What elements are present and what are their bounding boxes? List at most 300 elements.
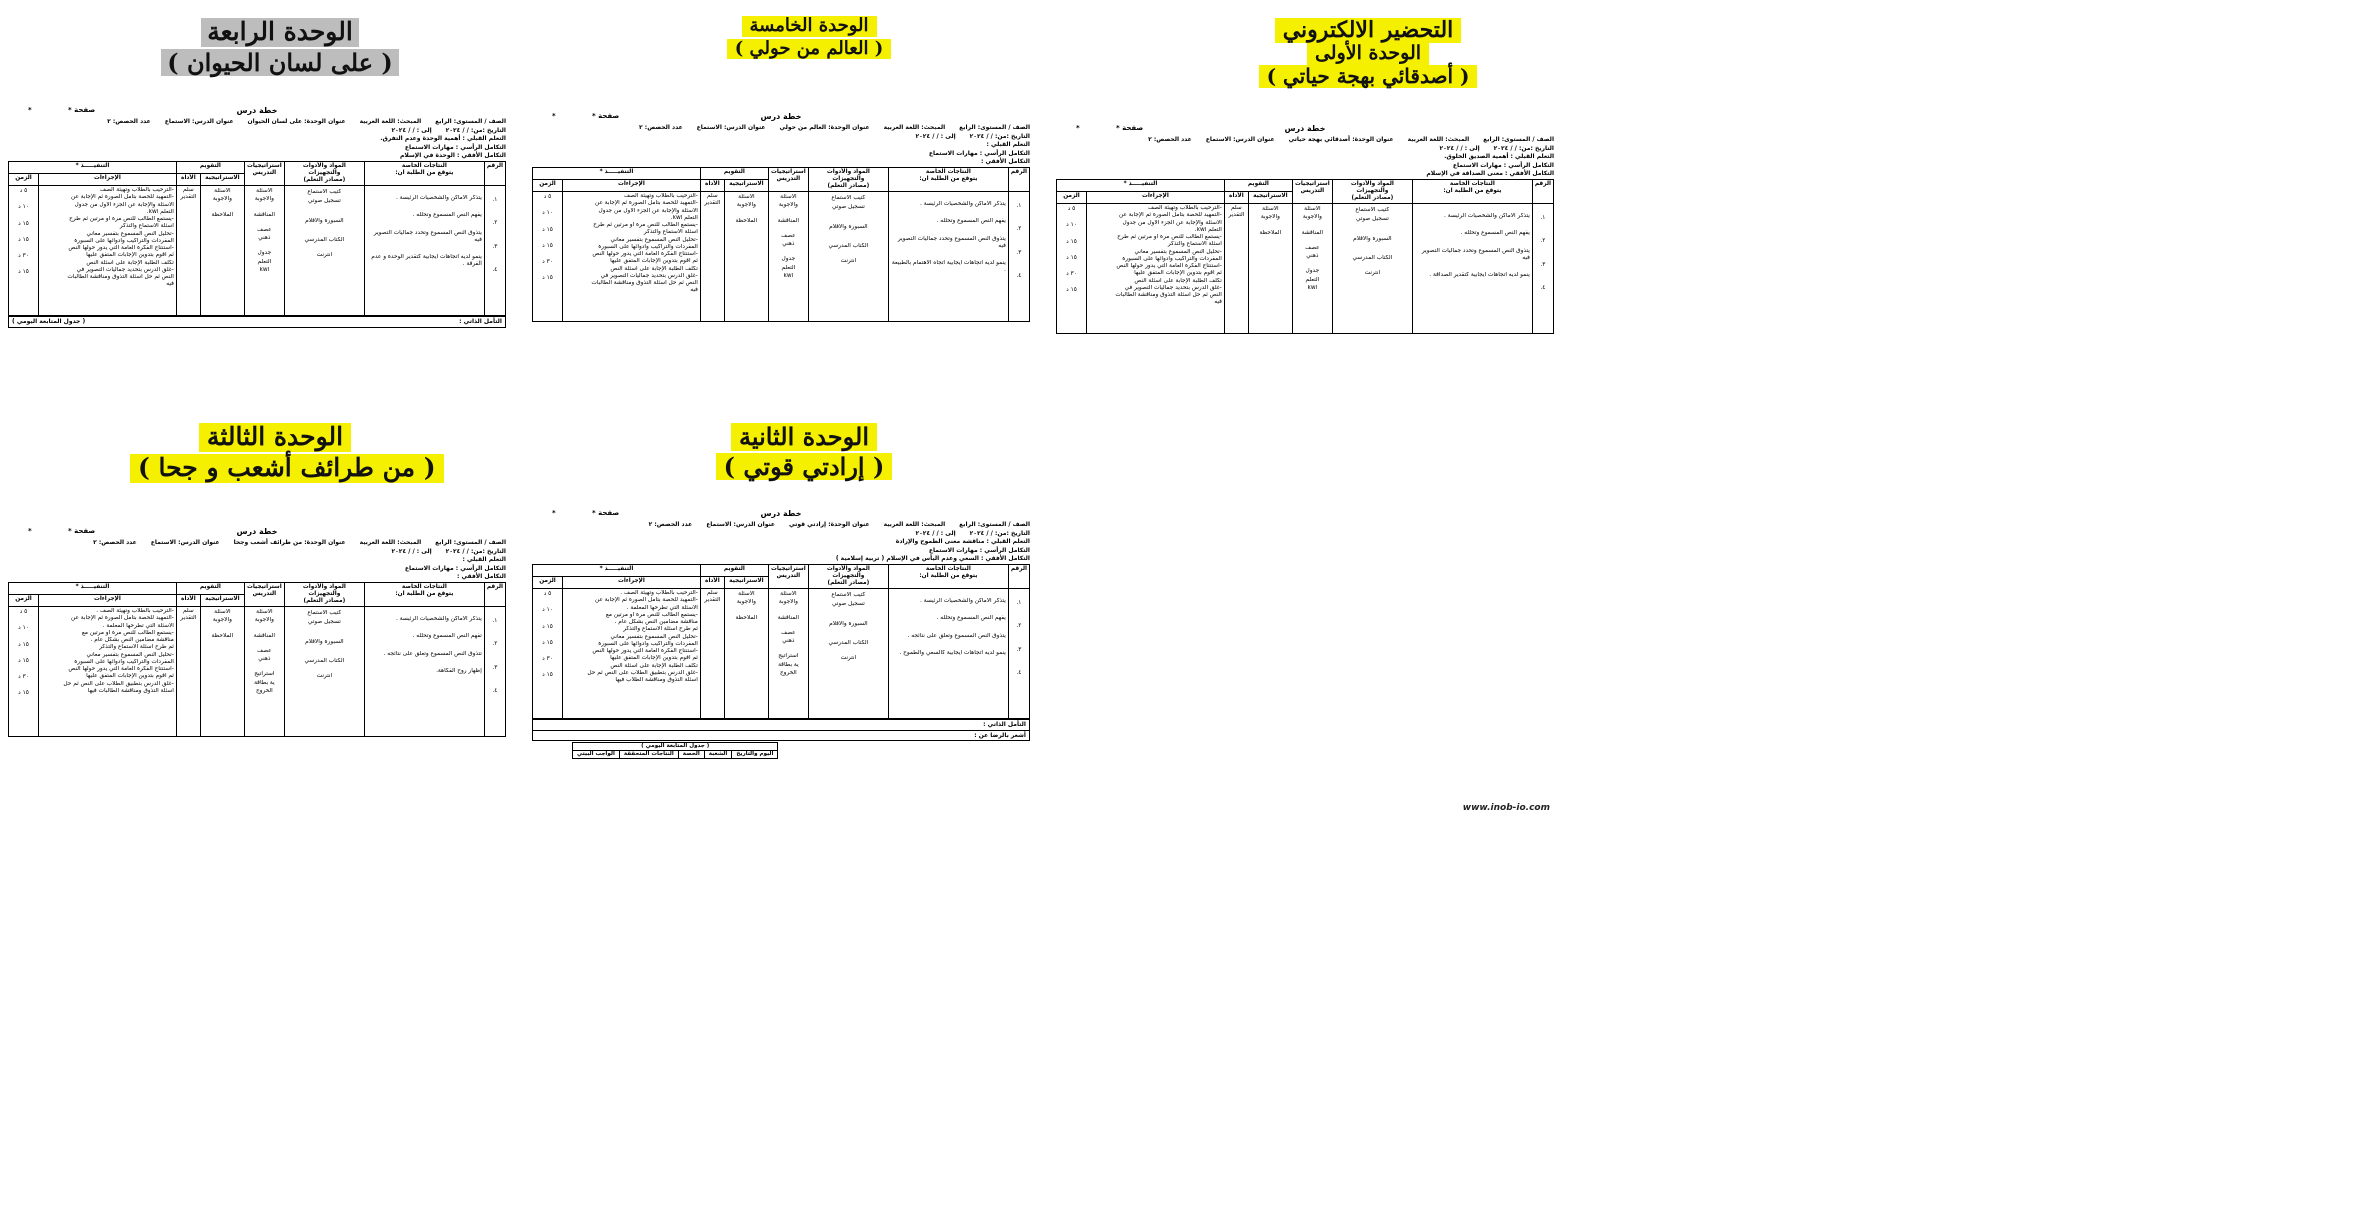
strategy-item: ية بطاقة [254,679,275,686]
cell-eval-tool [700,589,724,719]
header-materials-sub: (مصادر التعلم) [827,579,870,586]
header-eval-tool-text: الأداة [1229,192,1244,199]
procedure-line: -التمهيد للحصة بتأمل الصورة ثم الإجابة عن [1119,212,1222,219]
procedure-line: -التمهيد للحصة بتأمل الصورة ثم الإجابة عن [71,194,174,201]
self-reflection-label: التأمل الذاتي : [459,318,502,326]
header-execution-text: التنفيـــــذ * [75,583,110,590]
info-row-course [8,118,506,126]
header-strategies-text: استراتيجيات التدريس [771,565,806,579]
strategy-item: الأسئلة [780,194,797,201]
header-outcomes-text: النتاجات الخاصة [925,565,971,572]
page-number [68,106,95,115]
procedure-line: الأسئلة والإجابة عن الجزء الأول من جدول [1122,219,1222,226]
plan-table [8,161,506,317]
header-outcomes-sub: يتوقع من الطلبة ان: [919,175,978,182]
header-materials-text: المواد والأدوات والتجهيزات [1350,180,1394,194]
cell-strategies [768,589,808,719]
cell-strategies [244,186,284,316]
strategy-item: kwl [783,272,794,279]
plan-title-text: خطة درس [236,527,278,536]
procedure-line: النص ثم حل أسئلة التذوق ومناقشة الطالبات [1115,292,1222,299]
cell-procedures [563,192,701,322]
outcome-item: تتذوق النص المسموع وتعلق على نتائجه . [383,650,482,657]
time-value: ١٥ د [542,639,553,646]
header-materials-sub: (مصادر التعلم) [303,597,346,604]
procedure-line: -الترحيب بالطلاب وتهيئة الصف . [96,608,174,615]
time-value: ١٥ د [542,672,553,679]
material-item: الكتاب المدرسي [828,242,869,249]
page-number [1116,124,1143,133]
eval-tool-item: سلم [1231,205,1242,212]
time-value: ١٥ د [18,220,29,227]
lesson-plan-document [8,527,506,737]
header-evaluation-text: التقويم [199,162,221,169]
info-field: عنوان الدرس: الاستماع [164,118,234,125]
info-field: عنوان الدرس: الاستماع [1205,136,1275,143]
page-number [592,509,619,518]
cell-outcomes [888,589,1008,719]
info-field: عنوان الوحدة: من طرائف أشعب وجحا [233,539,346,546]
header-outcomes [888,167,1008,192]
time-value: ٣٠ د [542,656,553,663]
cell-materials [284,186,364,316]
daily-followup-label: ( جدول المتابعة اليومي ) [12,318,86,326]
cell-materials [808,589,888,719]
date-field: التاريخ :من: / / ٢٠٢٤ [445,547,506,555]
procedure-line: فيه [166,281,174,288]
outcome-number: ٣. [1016,646,1022,653]
time-value: ٥ د [19,609,28,616]
strategy-item: جدول [257,250,272,257]
banner-line-2: ( على لسان الحيوان ) [161,49,398,77]
date-field: التاريخ :من: / / ٢٠٢٤ [969,529,1030,537]
plan-table [532,564,1030,720]
plan-table [1056,179,1554,335]
info-row-date [532,133,1030,141]
plan-table-row [1057,204,1554,334]
material-item: كتيب الاستماع [307,189,342,196]
header-num-text: الرقم [1010,168,1027,175]
cell-materials [284,607,364,737]
procedure-line: ثم أقوم بتدوين الإجابات المتفق عليها [86,673,174,680]
banner-line-1: الوحدة الرابعة [201,18,359,47]
cell-num [484,186,505,316]
header-materials-text: المواد والأدوات والتجهيزات [302,162,346,176]
procedure-line: ثم أقوم بتدوين الإجابات المتفق عليها [1134,270,1222,277]
header-materials-text: المواد والأدوات والتجهيزات [826,565,870,579]
plan-table-row [533,192,1030,322]
outcome-item: يفهم النص المسموع وتحلله . [412,212,482,219]
eval-strategy-item: والأجوبة [736,599,756,606]
procedure-line: مناقشة مضامين النص بشكل عام . [614,619,698,626]
header-num-text: الرقم [1534,180,1551,187]
date-field: إلى : / / ٢٠٢٤ [391,126,432,134]
outcome-item: يفهم النص المسموع وتحلله . [1460,230,1530,237]
header-eval-strategy-text: الاستراتيجية [205,595,240,602]
horizontal-integration: التكامل الأفقي : الوحدة في الإسلام [399,152,506,159]
procedure-line: التعلم kwl. [670,214,698,221]
cell-outcomes [364,607,484,737]
banner-line-1: الوحدة الثانية [731,423,877,451]
material-item: انترنت [840,655,857,662]
procedure-line: المفردات والتراكيب وأدوائها على السبورة [74,658,174,665]
header-evaluation-text: التقويم [723,565,745,572]
satisfaction-note: أشعر بالرضا عن : [532,731,1030,742]
header-materials [284,582,364,607]
plan-title [8,106,506,116]
strategy-item: التعلم [781,264,796,271]
plan-table-header [9,161,506,173]
date-field: إلى : / / ٢٠٢٤ [391,547,432,555]
page-label: صفحة * [68,527,96,535]
page-star: * [552,509,556,517]
page-number [592,112,619,121]
page-star: * [552,112,556,120]
header-materials [1332,179,1412,204]
header-execution-text: التنفيـــــذ * [599,565,634,572]
header-procedures-text: الإجراءات [94,174,121,181]
material-item: السبورة والاقلام [1353,235,1392,242]
procedure-line: -غلق الدرس بتطبيق الطلاب على النص ثم حل [587,669,698,676]
procedure-line: أسئلة التذوق ومناقشة الطلاب فيها [615,677,698,684]
eval-strategy-item: الملاحظة [1259,229,1282,236]
procedure-line: تكلف الطلبة الإجابة على أسئلة النص [610,265,698,272]
info-row-course [532,521,1030,529]
self-reflection-label: التأمل الذاتي : [983,721,1026,729]
cell-eval-strategy [724,589,768,719]
unit-banner [150,18,410,76]
header-num-text: الرقم [486,162,503,169]
strategy-item: ذهني [782,638,795,645]
horizontal-integration: التكامل الأفقي : السعي وعدم اليأس في الإسلام ( تربية إسلامية ) [835,555,1030,562]
strategy-item: التعلم [1305,276,1320,283]
banner-line-2: ( من طرائف أشعب و جحا ) [130,454,444,483]
outcome-number: ٢. [492,641,498,648]
time-value: ١٥ د [18,657,29,664]
header-strategies [768,564,808,589]
material-item: كتيب الاستماع [831,195,866,202]
header-execution [9,582,177,594]
procedure-line: -تحليل النص المسموع بتفسير معاني [610,236,698,243]
procedure-line: -الترحيب بالطلاب وتهيئة الصف [1147,205,1222,212]
header-materials-sub: (مصادر التعلم) [827,182,870,189]
cell-num [1008,589,1029,719]
cell-eval-tool [176,186,200,316]
eval-strategy-item: والأجوبة [1260,214,1280,221]
header-procedures-text: الإجراءات [94,595,121,602]
lesson-plan-panel-unit-4 [0,0,520,395]
strategy-item: المناقشة [253,632,276,639]
procedure-line: فيه [1214,299,1222,306]
eval-tool-item: التقدير [1228,212,1245,219]
cell-eval-tool [1224,204,1248,334]
header-evaluation [700,564,768,576]
strategy-item: عصف [781,629,796,636]
time-value: ٥ د [543,194,552,201]
info-field: عنوان الوحدة: إرادتي قوتي [789,521,870,528]
header-strategies-text: استراتيجيات التدريس [771,168,806,182]
header-outcomes-text: النتاجات الخاصة [925,168,971,175]
strategy-item: المناقشة [777,217,800,224]
material-item: انترنت [316,252,333,259]
cell-time [533,589,563,719]
info-field: المبحث: اللغة العربية [359,118,422,125]
plan-title-text: خطة درس [760,112,802,121]
strategy-item: والأجوبة [254,196,274,203]
info-field: عدد الحصص: ٢ [1148,136,1192,143]
header-time-text: الزمن [15,174,32,181]
strategy-item: والأجوبة [254,617,274,624]
time-value: ١٥ د [18,269,29,276]
header-materials-sub: (مصادر التعلم) [303,176,346,183]
time-value: ٣٠ د [18,674,29,681]
header-execution [533,564,701,576]
cell-procedures [39,186,177,316]
procedure-line: ثم أقوم بتدوين الإجابات المتفق عليها [610,258,698,265]
header-strategies [244,582,284,607]
outcome-number: ٤. [1016,272,1022,279]
cell-outcomes [364,186,484,316]
outcome-item: تفهم النص المسموع وتحلله . [412,633,482,640]
header-evaluation-text: التقويم [199,583,221,590]
info-row-date [8,548,506,556]
header-outcomes-text: النتاجات الخاصة [1449,180,1495,187]
info-field: الصف / المستوى: الرابع [959,521,1030,528]
page-label: صفحة * [68,106,96,114]
procedure-line: ثم طرح أسئلة الاستماع والتذكر [623,626,698,633]
plan-title [532,509,1030,519]
strategy-item: ذهني [782,241,795,248]
date-field: التاريخ :من: / / ٢٠٢٤ [969,132,1030,140]
header-eval-strategy [1248,191,1292,203]
cell-time [1057,204,1087,334]
procedure-line: التعلم kwl. [1194,226,1222,233]
header-eval-strategy [200,173,244,185]
header-strategies-text: استراتيجيات التدريس [1295,180,1330,194]
info-field: المبحث: اللغة العربية [883,521,946,528]
procedure-line: -التمهيد للحصة بتأمل الصورة ثم الإجابة عن [595,597,698,604]
lesson-plan-panel-unit-3 [0,405,520,805]
time-value: ١٠ د [18,625,29,632]
page-star: * [28,527,32,535]
eval-tool-item: التقدير [180,615,197,622]
header-evaluation-text: التقويم [723,168,745,175]
strategy-item: والأجوبة [1302,214,1322,221]
header-outcomes [1412,179,1532,204]
time-value: ١٠ د [542,607,553,614]
cell-eval-tool [700,192,724,322]
cell-materials [1332,204,1412,334]
outcome-item: يتذكر الأماكن والشخصيات الرئيسة . [920,201,1006,208]
material-item: الكتاب المدرسي [1352,254,1393,261]
outcome-item: يتذكر الأماكن والشخصيات الرئيسة . [396,616,482,623]
plan-table-row [9,186,506,316]
time-value: ١٥ د [1066,254,1077,261]
unit-banner [714,16,904,59]
strategy-item: المناقشة [1301,229,1324,236]
cell-num [1532,204,1553,334]
procedure-line: الأسئلة التي تطرحها المعلمة . [626,604,698,611]
prior-learning: التعلم القبلي : أهمية الصديق الخلوق. [1444,153,1554,160]
procedure-line: -استنتاج الفكرة العامة التي يدور حولها النص [1116,263,1222,270]
followup-column: الواجب البيتي [573,751,620,759]
info-row-date [532,530,1030,538]
cell-eval-strategy [1248,204,1292,334]
outcome-number: ٢. [492,220,498,227]
eval-strategy-item: الملاحظة [211,211,234,218]
followup-title-row [573,743,778,751]
lesson-plan-document [1056,124,1554,334]
cell-eval-strategy [200,186,244,316]
procedure-line: -يستمع الطالب للنص مرة أو مرتين ثم طرح [69,216,174,223]
strategy-item: ذهني [1306,253,1319,260]
info-row-course [1056,136,1554,144]
material-item: تسجيل صوتي [831,601,865,608]
strategy-item: الأسئلة [1304,206,1321,213]
followup-title [573,743,778,751]
cell-eval-tool [176,607,200,737]
plan-table-header [533,167,1030,179]
header-strategies [768,167,808,192]
info-field: عدد الحصص: ٢ [93,539,137,546]
lesson-plan-panel-unit-5 [524,0,1044,380]
plan-title [8,527,506,537]
outcome-number: ٣. [1540,261,1546,268]
eval-strategy-item: والأجوبة [736,202,756,209]
strategy-item: استراتيج [778,653,799,660]
plan-table [532,167,1030,323]
procedure-line: -غلق الدرس بتحديد جماليات التصوير في [76,266,174,273]
strategy-item: الأسئلة [256,188,273,195]
lesson-plan-document [532,112,1030,322]
header-outcomes [364,161,484,186]
procedure-line: -تحليل النص المسموع بتفسير معاني [86,230,174,237]
eval-tool-item: التقدير [704,597,721,604]
outcome-item: إظهار روح الفكاهة. [436,667,482,674]
outcome-number: ١. [1016,203,1022,210]
cell-time [533,192,563,322]
procedure-line: التعلم kwl. [146,208,174,215]
header-num-text: الرقم [486,583,503,590]
outcome-item: ينمو لديه اتجاهات ايجابية كالسعي والطموح . [899,649,1006,656]
material-item: كتيب الاستماع [1355,207,1390,214]
followup-column: الحصة [678,751,704,759]
procedure-line: الأسئلة التي تطرحها المعلمة . [102,622,174,629]
outcome-item: يتذكر الأماكن والشخصيات الرئيسة . [1444,213,1530,220]
info-field: المبحث: اللغة العربية [883,124,946,131]
procedure-line: -غلق الدرس بتحديد جماليات التصوير في [1124,284,1222,291]
header-materials [808,167,888,192]
outcome-item: يتذكر الأماكن والشخصيات الرئيسة . [920,598,1006,605]
header-strategies [1292,179,1332,204]
procedure-line: -يستمع الطالب للنص مرة أو مرتين ثم طرح [593,222,698,229]
page-star: * [28,106,32,114]
strategy-item: عصف [257,647,272,654]
banner-line-2: ( إرادتي قوتي ) [716,453,893,481]
info-row-date [1056,145,1554,153]
header-time-text: الزمن [1063,192,1080,199]
cell-outcomes [1412,204,1532,334]
followup-column: النتاجات المتحققة [619,751,678,759]
outcome-number: ٢. [1016,226,1022,233]
info-field: عدد الحصص: ٢ [648,521,693,528]
header-evaluation [176,582,244,594]
header-eval-tool-text: الأداة [705,577,720,584]
outcome-item: يتذوق النص المسموع وتحدد جماليات التصوير فيه [897,235,1006,249]
outcome-number: ٢. [1540,238,1546,245]
procedure-line: -يستمع الطالب للنص مرة أو مرتين ثم طرح [1117,234,1222,241]
eval-tool-item: سلم [183,608,194,615]
followup-header-row [573,751,778,759]
unit-banner [130,422,436,483]
procedure-line: -الترحيب بالطلاب وتهيئة الصف [99,187,174,194]
cell-time [9,607,39,737]
outcome-number: ١. [1540,215,1546,222]
procedure-line: أسئلة الاستماع والتذكر [643,229,698,236]
header-materials [808,564,888,589]
date-field: إلى : / / ٢٠٢٤ [915,529,956,537]
header-eval-strategy-text: الاستراتيجية [205,174,240,181]
procedure-line: تكلف الطلبة الإجابة على أسئلة النص [86,259,174,266]
vertical-integration: التكامل الرأسي : مهارات الاستماع [928,149,1030,157]
page-label: صفحة * [592,509,620,517]
cell-strategies [768,192,808,322]
header-execution [9,161,177,173]
procedure-line: -التمهيد للحصة بتأمل الصورة ثم الإجابة عن [595,200,698,207]
cell-procedures [563,589,701,719]
header-evaluation [176,161,244,173]
procedure-line: النص ثم حل أسئلة التذوق ومناقشة الطالبات [591,280,698,287]
material-item: السبورة والاقلام [305,638,344,645]
info-field: عنوان الدرس: الاستماع [706,521,776,528]
header-evaluation [700,167,768,179]
time-value: ١٠ د [18,204,29,211]
header-outcomes-sub: يتوقع من الطلبة ان: [395,169,454,176]
eval-strategy-item: الأسئلة [214,609,231,616]
horizontal-integration: التكامل الأفقي : [457,573,506,580]
material-item: كتيب الاستماع [831,592,866,599]
daily-followup-table [572,742,778,759]
header-strategies [244,161,284,186]
eval-tool-item: سلم [707,193,718,200]
outcome-number: ١. [1016,600,1022,607]
info-field: عدد الحصص: ٢ [107,118,151,125]
header-outcomes-text: النتاجات الخاصة [401,162,447,169]
material-item: السبورة والاقلام [829,620,868,627]
header-time [533,179,563,191]
plan-title-text: خطة درس [236,106,278,115]
header-evaluation [1224,179,1292,191]
time-value: ١٥ د [542,242,553,249]
header-time-text: الزمن [539,180,556,187]
plan-table [8,582,506,738]
eval-strategy-item: الملاحظة [211,632,234,639]
info-field: عدد الحصص: ٢ [639,124,683,131]
time-value: ١٥ د [1066,238,1077,245]
eval-strategy-item: الأسئلة [1262,206,1279,213]
procedure-line: أسئلة الاستماع والتذكر [119,223,174,230]
header-evaluation-text: التقويم [1247,180,1269,187]
header-num [1008,564,1029,589]
info-row-course [532,124,1030,132]
header-eval-tool-text: الأداة [705,180,720,187]
plan-title-text: خطة درس [760,509,802,518]
date-field: التاريخ :من: / / ٢٠٢٤ [445,126,506,134]
page-label: صفحة * [592,112,620,120]
header-procedures [563,179,701,191]
outcome-item: يتذوق النص المسموع وتحدد جماليات التصوير فيه [1421,247,1530,261]
strategy-item: الأسئلة [256,609,273,616]
